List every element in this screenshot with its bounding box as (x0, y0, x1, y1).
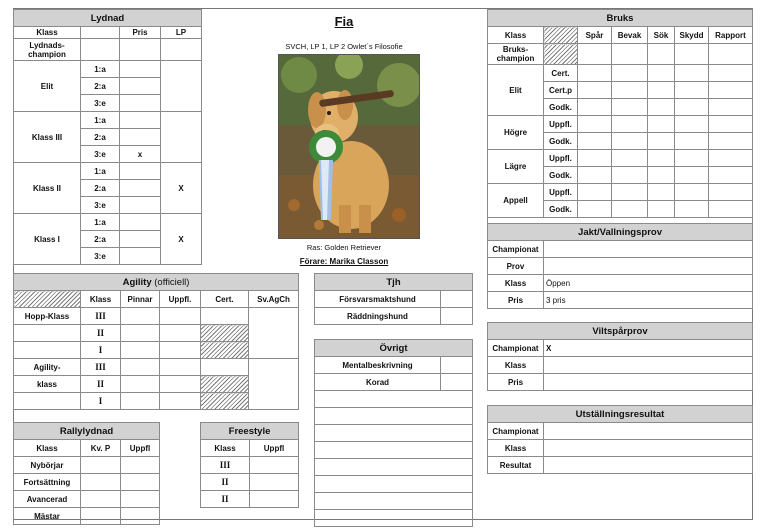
klass2-lp-mark: X (161, 163, 202, 214)
utst-title: Utställningsresultat (488, 406, 753, 423)
klass3-pris-mark: x (120, 146, 161, 163)
jakt-table: Jakt/Vallningsprov Championat Prov Klass Öppen Pris 3 pris (487, 223, 753, 309)
rallylydnad-table: Rallylydnad Klass Kv. P Uppfl Nybörjar Fortsättning Avancerad Mästar (13, 422, 160, 525)
class-elit: Elit (14, 61, 81, 112)
dog-photo (278, 54, 420, 239)
freestyle-table: Freestyle Klass Uppfl III II II (200, 422, 299, 508)
bruks-champion-label: Bruks-champion (488, 44, 544, 65)
agility-title: Agility (officiell) (14, 274, 299, 291)
bruks-title: Bruks (488, 10, 753, 27)
lydnad-table: Lydnad Klass Pris LP Lydnads-champion Elit 1:a 2:a 3:e Klass III 1:a 2:a 3:e x Klass II 1:a X 2:a 3:e Klass I 1:a X 2:a 3:e (13, 9, 202, 265)
klass1-lp-mark: X (161, 214, 202, 265)
vilt-title: Viltspårprov (488, 323, 753, 340)
lydnads-champion-label: Lydnads-champion (14, 39, 81, 61)
tjh-title: Tjh (315, 274, 473, 291)
tjh-table: Tjh Försvarsmaktshund Räddningshund (314, 273, 473, 325)
viltspar-table: Viltspårprov Championat X Klass Pris (487, 322, 753, 391)
vilt-championat-value: X (544, 340, 753, 357)
jakt-title: Jakt/Vallningsprov (488, 224, 753, 241)
class-2: Klass II (14, 163, 81, 214)
ovrigt-title: Övrigt (315, 340, 473, 357)
dog-handler: Förare: Marika Classon (299, 257, 389, 266)
col-lp: LP (161, 27, 202, 39)
dog-photo-illustration (279, 55, 419, 238)
dog-titles: SVCH, LP 1, LP 2 Owlet´s Filosofie (285, 42, 403, 51)
class-3: Klass III (14, 112, 81, 163)
bruks-table: Bruks Klass Spår Bevak Sök Skydd Rapport Bruks-champion Elit Cert. Cert.p Godk. Högre Uppfl. Godk. Lägre Uppfl. Godk. Appell Uppfl. Godk. (487, 9, 753, 235)
dog-name: Fia (334, 14, 354, 29)
agility-table: Agility (officiell) Klass Pinnar Uppfl. Cert. Sv.AgCh Hopp-Klass III II I Agility- III klass II I (13, 273, 299, 410)
col-klass: Klass (14, 27, 81, 39)
jakt-pris-value: 3 pris (544, 292, 753, 309)
class-1: Klass I (14, 214, 81, 265)
col-pris: Pris (120, 27, 161, 39)
lydnad-title: Lydnad (14, 10, 202, 27)
freestyle-title: Freestyle (201, 423, 299, 440)
utstallning-table: Utställningsresultat Championat Klass Resultat (487, 405, 753, 474)
jakt-klass-value: Öppen (544, 275, 753, 292)
ovrigt-table: Övrigt Mentalbeskrivning Korad (314, 339, 473, 527)
rally-title: Rallylydnad (14, 423, 160, 440)
dog-breed: Ras: Golden Retriever (306, 243, 382, 252)
